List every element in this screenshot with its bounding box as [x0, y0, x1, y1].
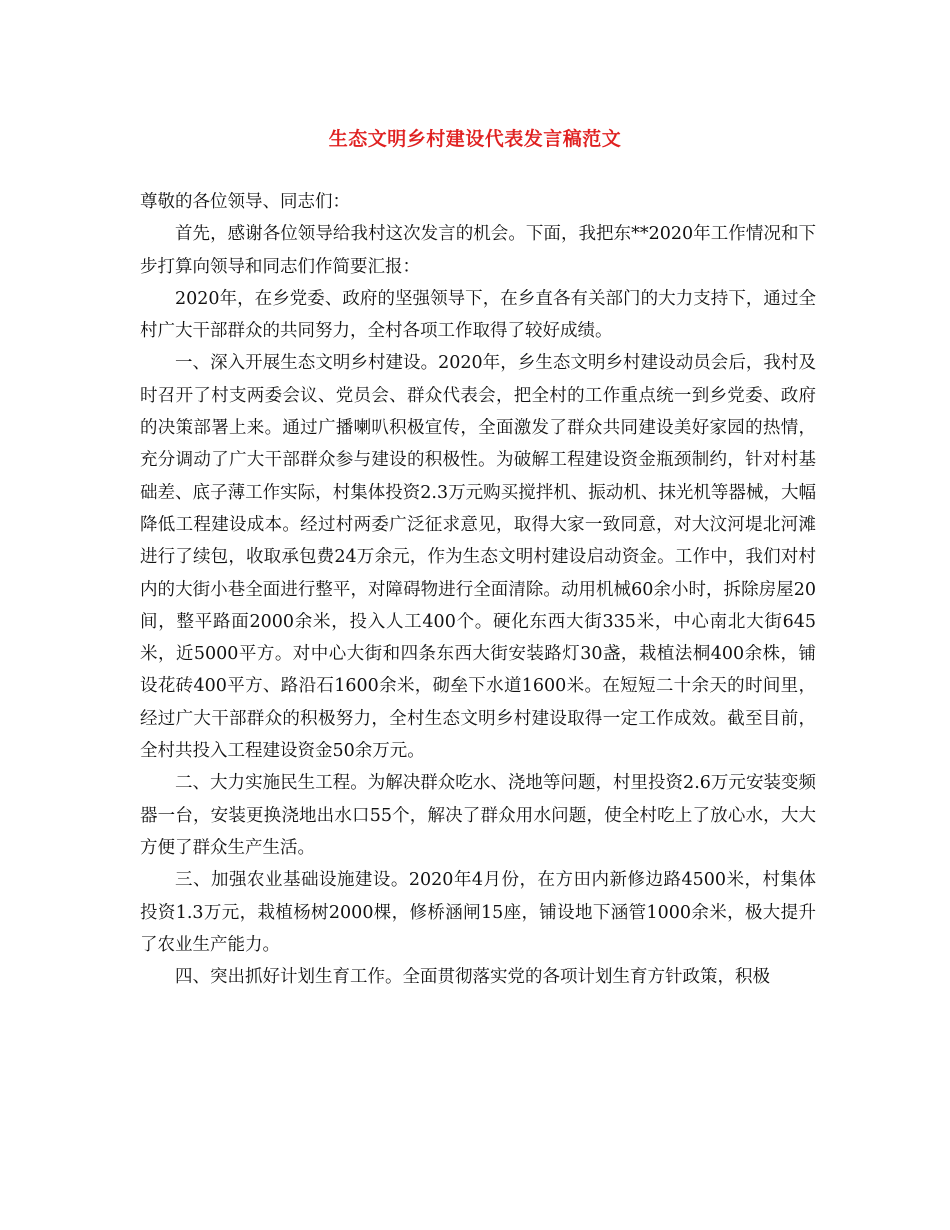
paragraph-summary: 2020年，在乡党委、政府的坚强领导下，在乡直各有关部门的大力支持下，通过全村广大干部群众的共同努力，全村各项工作取得了较好成绩。 [140, 288, 816, 342]
document-title: 生态文明乡村建设代表发言稿范文 [328, 128, 622, 150]
paragraph-section-2: 二、大力实施民生工程。为解决群众吃水、浇地等问题，村里投资2.6万元安装变频器一台，安装更换浇地出水口55个，解决了群众用水问题，使全村吃上了放心水，大大方便了群众生产生活。 [140, 773, 816, 858]
paragraph-section-4: 四、突出抓好计划生育工作。全面贯彻落实党的各项计划生育方针政策，积极 [175, 967, 770, 988]
paragraph-intro: 首先，感谢各位领导给我村这次发言的机会。下面，我把东**2020年工作情况和下步打算向领导和同志们作简要汇报： [140, 224, 816, 277]
paragraph-section-1: 一、深入开展生态文明乡村建设。2020年，乡生态文明乡村建设动员会后，我村及时召开了村支两委会议、党员会、群众代表会，把全村的工作重点统一到乡党委、政府的决策部署上来。通过广播喇叭积极宣传，全面激发了群众共同建设美好家园的热情，充分调动了广大干部群众参与建设的积极性。为破解工程建设资金瓶颈制约，针对村基础差、底子薄工作实际，村集体投资2.3万元购买搅拌机、振动机、抹光机等器械，大幅降低工程建设成本。经过村两委广泛征求意见，取得大家一致同意，对大汶河堤北河滩进行了续包，收取承包费24万余元，作为生态文明村建设启动资金。工作中，我们对村内的大街小巷全面进行整平，对障碍物进行全面清除。动用机械60余小时，拆除房屋20间，整平路面2000余米，投入人工400个。硬化东西大街335米，中心南北大街645米，近5000平方。对中心大街和四条东西大街安装路灯30盏，栽植法桐400余株，铺设花砖400平方、路沿石1600余米，砌垒下水道1600米。在短短二十余天的时间里，经过广大干部群众的积极努力，全村生态文明乡村建设取得一定工作成效。截至目前，全村共投入工程建设资金50余万元。 [140, 353, 816, 762]
salutation: 尊敬的各位领导、同志们： [140, 192, 350, 212]
paragraph-section-3: 三、加强农业基础设施建设。2020年4月份，在方田内新修边路4500米，村集体投资1.3万元，栽植杨树2000棵，修桥涵闸15座，铺设地下涵管1000余米，极大提升了农业生产能力。 [140, 870, 816, 955]
document-body [140, 186, 816, 993]
